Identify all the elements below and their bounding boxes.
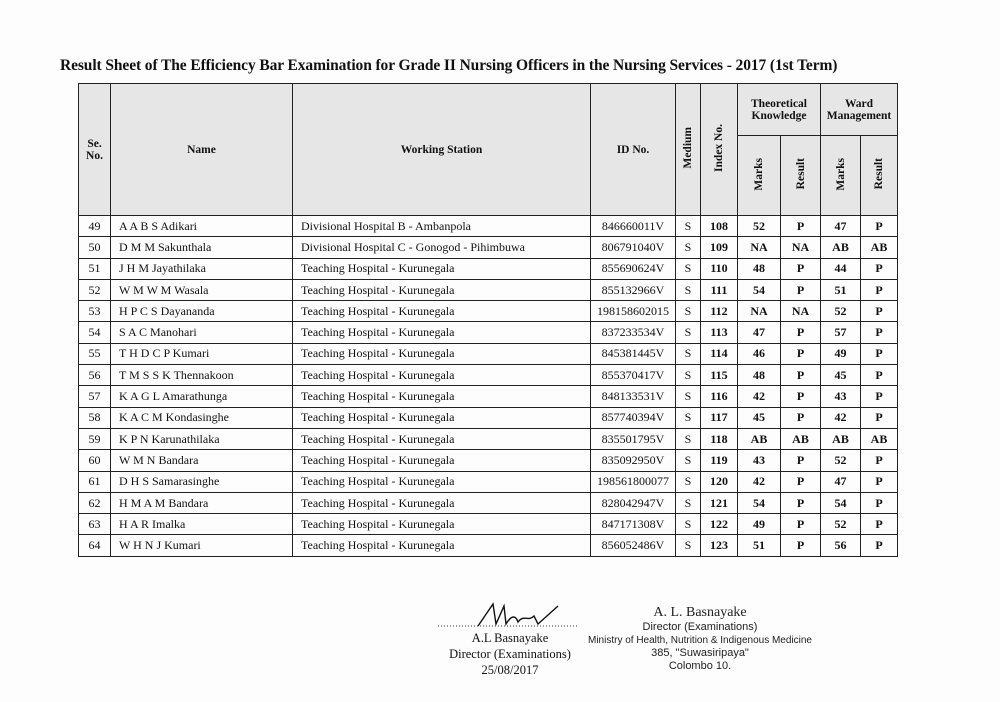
row-tk-marks: 48 [738, 365, 781, 386]
stamp-ministry: Ministry of Health, Nutrition & Indigenous Medicine [588, 635, 812, 646]
row-medium: S [676, 492, 701, 513]
table-row [79, 471, 898, 492]
row-working-station: Divisional Hospital C - Gonogod - Pihimbuwa [293, 237, 591, 258]
row-id-no: 835501795V [591, 428, 676, 449]
row-medium: S [676, 343, 701, 364]
row-medium: S [676, 279, 701, 300]
row-tk-result: P [781, 258, 821, 279]
row-name: W H N J Kumari [111, 535, 293, 556]
row-medium: S [676, 322, 701, 343]
row-name: W M W M Wasala [111, 279, 293, 300]
row-id-no: 857740394V [591, 407, 676, 428]
row-wm-marks: 42 [821, 407, 861, 428]
row-se-no: 63 [79, 514, 111, 535]
row-medium: S [676, 535, 701, 556]
row-wm-result: P [861, 492, 898, 513]
row-index-no: 116 [701, 386, 738, 407]
row-wm-result: P [861, 343, 898, 364]
header-working-station: Working Station [293, 84, 591, 216]
row-working-station: Teaching Hospital - Kurunegala [293, 535, 591, 556]
row-id-no: 846660011V [591, 216, 676, 237]
row-id-no: 856052486V [591, 535, 676, 556]
row-working-station: Teaching Hospital - Kurunegala [293, 407, 591, 428]
row-wm-result: P [861, 450, 898, 471]
row-name: K A C M Kondasinghe [111, 407, 293, 428]
row-index-no: 114 [701, 343, 738, 364]
header-theoretical-knowledge: Theoretical Knowledge [738, 84, 821, 136]
row-index-no: 121 [701, 492, 738, 513]
row-wm-marks: 47 [821, 471, 861, 492]
row-index-no: 110 [701, 258, 738, 279]
row-tk-marks: 42 [738, 471, 781, 492]
table-row [79, 258, 898, 279]
row-index-no: 122 [701, 514, 738, 535]
row-se-no: 55 [79, 343, 111, 364]
row-index-no: 118 [701, 428, 738, 449]
row-medium: S [676, 237, 701, 258]
row-tk-result: AB [781, 428, 821, 449]
header-se-no: Se. No. [79, 84, 111, 216]
row-se-no: 56 [79, 365, 111, 386]
row-tk-result: P [781, 386, 821, 407]
stamp-name: A. L. Basnayake [653, 605, 747, 620]
row-medium: S [676, 301, 701, 322]
row-wm-result: P [861, 279, 898, 300]
row-wm-marks: 54 [821, 492, 861, 513]
row-wm-result: P [861, 301, 898, 322]
row-tk-result: P [781, 365, 821, 386]
row-wm-result: AB [861, 237, 898, 258]
row-wm-marks: 44 [821, 258, 861, 279]
row-tk-result: P [781, 471, 821, 492]
row-wm-marks: AB [821, 428, 861, 449]
row-wm-marks: 56 [821, 535, 861, 556]
row-wm-marks: 52 [821, 450, 861, 471]
row-name: D H S Samarasinghe [111, 471, 293, 492]
row-name: S A C Manohari [111, 322, 293, 343]
row-tk-marks: 54 [738, 279, 781, 300]
row-working-station: Teaching Hospital - Kurunegala [293, 450, 591, 471]
table-row [79, 279, 898, 300]
row-index-no: 111 [701, 279, 738, 300]
row-wm-result: P [861, 535, 898, 556]
row-index-no: 112 [701, 301, 738, 322]
row-tk-marks: NA [738, 301, 781, 322]
row-tk-result: P [781, 216, 821, 237]
table-row [79, 492, 898, 513]
stamp-address-line1: 385, "Suwasiripaya" [651, 647, 749, 659]
row-name: J H M Jayathilaka [111, 258, 293, 279]
row-se-no: 50 [79, 237, 111, 258]
row-wm-result: P [861, 386, 898, 407]
row-index-no: 120 [701, 471, 738, 492]
signatory-name: A.L Basnayake [471, 631, 549, 645]
signatory-designation: Director (Examinations) [449, 647, 571, 661]
row-id-no: 835092950V [591, 450, 676, 471]
signature-image [438, 600, 578, 630]
row-tk-result: P [781, 322, 821, 343]
row-tk-result: NA [781, 301, 821, 322]
row-medium: S [676, 471, 701, 492]
row-name: K A G L Amarathunga [111, 386, 293, 407]
row-index-no: 117 [701, 407, 738, 428]
row-se-no: 53 [79, 301, 111, 322]
table-row [79, 407, 898, 428]
table-row [79, 237, 898, 258]
row-tk-marks: 51 [738, 535, 781, 556]
signature-date: 25/08/2017 [481, 663, 539, 677]
row-working-station: Teaching Hospital - Kurunegala [293, 279, 591, 300]
table-row [79, 365, 898, 386]
row-wm-marks: 49 [821, 343, 861, 364]
row-tk-marks: AB [738, 428, 781, 449]
row-wm-marks: 51 [821, 279, 861, 300]
row-medium: S [676, 258, 701, 279]
row-se-no: 62 [79, 492, 111, 513]
row-name: K P N Karunathilaka [111, 428, 293, 449]
row-tk-result: P [781, 514, 821, 535]
stamp-designation: Director (Examinations) [642, 621, 758, 633]
table-row [79, 216, 898, 237]
row-tk-marks: 43 [738, 450, 781, 471]
row-working-station: Teaching Hospital - Kurunegala [293, 365, 591, 386]
header-tk-marks: Marks [753, 157, 765, 191]
row-tk-marks: 54 [738, 492, 781, 513]
row-wm-marks: 43 [821, 386, 861, 407]
row-id-no: 845381445V [591, 343, 676, 364]
row-id-no: 847171308V [591, 514, 676, 535]
row-id-no: 198158602015 [591, 301, 676, 322]
row-wm-result: P [861, 514, 898, 535]
row-id-no: 848133531V [591, 386, 676, 407]
row-se-no: 57 [79, 386, 111, 407]
row-working-station: Teaching Hospital - Kurunegala [293, 322, 591, 343]
header-id-no: ID No. [591, 84, 676, 216]
row-index-no: 108 [701, 216, 738, 237]
row-tk-marks: 42 [738, 386, 781, 407]
row-wm-marks: 47 [821, 216, 861, 237]
row-tk-marks: 46 [738, 343, 781, 364]
header-wm-marks: Marks [834, 157, 847, 191]
table-row [79, 301, 898, 322]
row-name: H A R Imalka [111, 514, 293, 535]
row-se-no: 54 [79, 322, 111, 343]
header-medium: Medium [682, 127, 694, 169]
row-se-no: 60 [79, 450, 111, 471]
row-se-no: 64 [79, 535, 111, 556]
row-working-station: Teaching Hospital - Kurunegala [293, 301, 591, 322]
table-row [79, 428, 898, 449]
row-index-no: 109 [701, 237, 738, 258]
row-tk-result: P [781, 492, 821, 513]
row-index-no: 119 [701, 450, 738, 471]
row-se-no: 51 [79, 258, 111, 279]
row-wm-result: P [861, 471, 898, 492]
row-tk-result: NA [781, 237, 821, 258]
row-id-no: 806791040V [591, 237, 676, 258]
row-medium: S [676, 216, 701, 237]
row-wm-marks: 52 [821, 514, 861, 535]
row-working-station: Teaching Hospital - Kurunegala [293, 258, 591, 279]
row-se-no: 61 [79, 471, 111, 492]
row-tk-result: P [781, 343, 821, 364]
row-name: H M A M Bandara [111, 492, 293, 513]
row-tk-marks: NA [738, 237, 781, 258]
row-tk-marks: 45 [738, 407, 781, 428]
header-tk-result: Result [794, 158, 807, 190]
table-row [79, 343, 898, 364]
row-working-station: Teaching Hospital - Kurunegala [293, 428, 591, 449]
row-tk-result: P [781, 279, 821, 300]
header-wm-result: Result [873, 158, 885, 190]
row-name: D M M Sakunthala [111, 237, 293, 258]
row-working-station: Teaching Hospital - Kurunegala [293, 492, 591, 513]
header-index-no: Index No. [713, 124, 725, 172]
row-tk-result: P [781, 407, 821, 428]
row-name: T M S S K Thennakoon [111, 365, 293, 386]
row-name: T H D C P Kumari [111, 343, 293, 364]
row-wm-marks: 57 [821, 322, 861, 343]
row-se-no: 52 [79, 279, 111, 300]
header-name: Name [111, 84, 293, 216]
row-tk-result: P [781, 535, 821, 556]
row-medium: S [676, 407, 701, 428]
row-name: H P C S Dayananda [111, 301, 293, 322]
row-tk-result: P [781, 450, 821, 471]
row-medium: S [676, 450, 701, 471]
row-name: W M N Bandara [111, 450, 293, 471]
row-wm-result: P [861, 365, 898, 386]
row-tk-marks: 47 [738, 322, 781, 343]
row-wm-result: P [861, 322, 898, 343]
row-id-no: 198561800077 [591, 471, 676, 492]
row-working-station: Teaching Hospital - Kurunegala [293, 471, 591, 492]
row-wm-result: P [861, 216, 898, 237]
row-id-no: 837233534V [591, 322, 676, 343]
row-wm-result: P [861, 258, 898, 279]
row-id-no: 855370417V [591, 365, 676, 386]
row-working-station: Teaching Hospital - Kurunegala [293, 386, 591, 407]
header-ward-management: Ward Management [821, 84, 898, 136]
row-working-station: Teaching Hospital - Kurunegala [293, 514, 591, 535]
table-row [79, 450, 898, 471]
stamp-address-line2: Colombo 10. [668, 660, 732, 672]
row-wm-marks: 45 [821, 365, 861, 386]
results-table [78, 83, 898, 557]
row-medium: S [676, 514, 701, 535]
row-se-no: 58 [79, 407, 111, 428]
row-medium: S [676, 386, 701, 407]
row-wm-result: AB [861, 428, 898, 449]
page-title: Result Sheet of The Efficiency Bar Examination for Grade II Nursing Officers in the Nursing Services - 2017 (1st Term) [60, 57, 838, 74]
row-tk-marks: 52 [738, 216, 781, 237]
table-row [79, 535, 898, 556]
row-wm-marks: AB [821, 237, 861, 258]
table-row [79, 386, 898, 407]
row-id-no: 855690624V [591, 258, 676, 279]
table-row [79, 514, 898, 535]
row-se-no: 59 [79, 428, 111, 449]
row-name: A A B S Adikari [111, 216, 293, 237]
row-index-no: 123 [701, 535, 738, 556]
row-id-no: 828042947V [591, 492, 676, 513]
row-tk-marks: 48 [738, 258, 781, 279]
row-tk-marks: 49 [738, 514, 781, 535]
row-wm-marks: 52 [821, 301, 861, 322]
row-se-no: 49 [79, 216, 111, 237]
row-medium: S [676, 428, 701, 449]
row-index-no: 113 [701, 322, 738, 343]
table-row [79, 322, 898, 343]
row-working-station: Teaching Hospital - Kurunegala [293, 343, 591, 364]
row-wm-result: P [861, 407, 898, 428]
row-id-no: 855132966V [591, 279, 676, 300]
row-working-station: Divisional Hospital B - Ambanpola [293, 216, 591, 237]
row-index-no: 115 [701, 365, 738, 386]
row-medium: S [676, 365, 701, 386]
